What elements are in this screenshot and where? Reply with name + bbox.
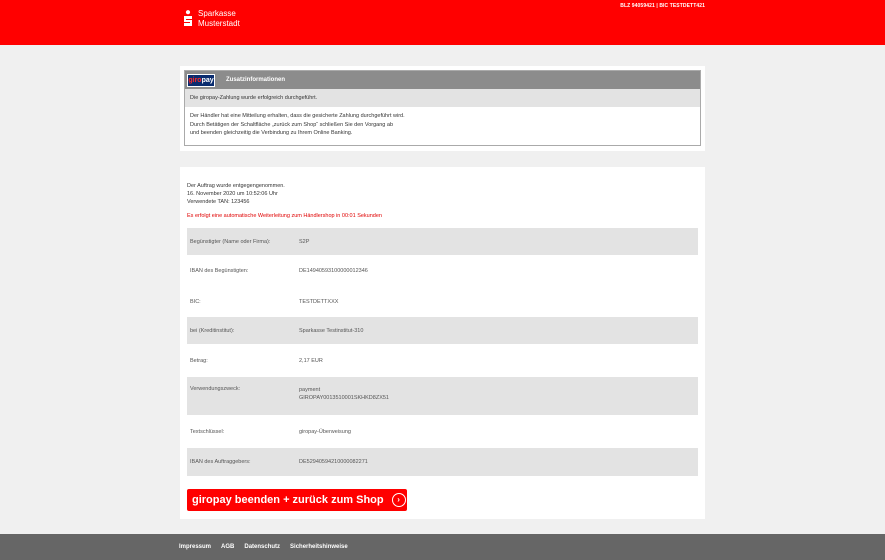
detail-value: TESTDETTXXX (299, 298, 339, 305)
detail-row (187, 415, 698, 448)
detail-row (187, 448, 698, 476)
brand-location: Musterstadt (198, 19, 240, 28)
blz-bic-info: BLZ 94059421 | BIC TESTDETT421 (620, 3, 705, 9)
detail-value (299, 386, 389, 402)
footer-link-sicherheitshinweise[interactable]: Sicherheitshinweise (290, 544, 348, 550)
detail-row (187, 317, 698, 344)
detail-value-line: payment (299, 387, 321, 393)
brand-name: Sparkasse (198, 9, 236, 18)
info-header (185, 71, 700, 89)
detail-value: S2P (299, 238, 310, 245)
detail-value: DE52940594210000082271 (299, 459, 368, 465)
success-message: Die giropay-Zahlung wurde erfolgreich durchgeführt. (185, 89, 700, 107)
giropay-logo-part2: pay (201, 76, 214, 84)
back-to-shop-button[interactable] (187, 489, 407, 511)
detail-label: IBAN des Auftraggebers: (190, 459, 251, 465)
info-body-line: Durch Betätigen der Schaltfläche „zurück zum Shop“ schließen Sie den Vorgang ab (190, 121, 394, 128)
detail-label: IBAN des Begünstigten: (190, 267, 249, 274)
info-title: Zusatzinformationen (226, 77, 286, 83)
back-to-shop-label: giropay beenden + zurück zum Shop (192, 494, 384, 506)
order-info (187, 182, 285, 207)
info-card (180, 66, 705, 151)
detail-value: 2,17 EUR (299, 357, 323, 364)
detail-value-line: GIROPAY0013510001SKHKD8ZX51 (299, 395, 389, 401)
info-box (184, 70, 701, 146)
sparkasse-s-icon (183, 10, 193, 28)
order-timestamp: 16. November 2020 um 10:52:06 Uhr (187, 191, 278, 198)
detail-label: Verwendungszweck: (190, 386, 241, 392)
info-body (185, 107, 700, 143)
detail-label: Textschlüssel: (190, 428, 225, 435)
footer-link-impressum[interactable]: Impressum (179, 544, 212, 550)
header-bar (0, 0, 885, 45)
detail-label: Betrag: (190, 357, 208, 364)
giropay-logo-part1: giro (188, 76, 202, 84)
sparkasse-logo[interactable] (183, 9, 240, 29)
footer-link-agb[interactable]: AGB (221, 544, 235, 550)
info-body-line: und beenden gleichzeitig die Verbindung zu Ihrem Online Banking. (190, 130, 353, 136)
footer (0, 534, 885, 560)
detail-row (187, 286, 698, 317)
detail-row (187, 344, 698, 377)
giropay-logo (187, 74, 215, 87)
detail-row (187, 255, 698, 286)
detail-value: giropay-Überweisung (299, 428, 351, 435)
detail-value: Sparkasse Testinstitut-310 (299, 327, 364, 334)
detail-label: Begünstigter (Name oder Firma): (190, 238, 271, 245)
footer-link-datenschutz[interactable]: Datenschutz (244, 544, 281, 550)
redirect-notice: Es erfolgt eine automatische Weiterleitung zum Händlershop in 00:01 Sekunden (187, 213, 382, 219)
order-status: Der Auftrag wurde entgegengenommen. (187, 183, 285, 189)
order-card (180, 167, 705, 519)
info-body-line: Der Händler hat eine Mitteilung erhalten, dass die gesicherte Zahlung durchgeführt wird. (190, 113, 405, 119)
detail-label: BIC: (190, 298, 201, 305)
order-tan: Verwendete TAN: 123456 (187, 199, 250, 206)
detail-row (187, 228, 698, 255)
detail-value: DE14940593100000012346 (299, 267, 368, 274)
chevron-right-icon: › (392, 493, 406, 507)
detail-label: bei (Kreditinstitut): (190, 327, 235, 334)
detail-row (187, 377, 698, 415)
